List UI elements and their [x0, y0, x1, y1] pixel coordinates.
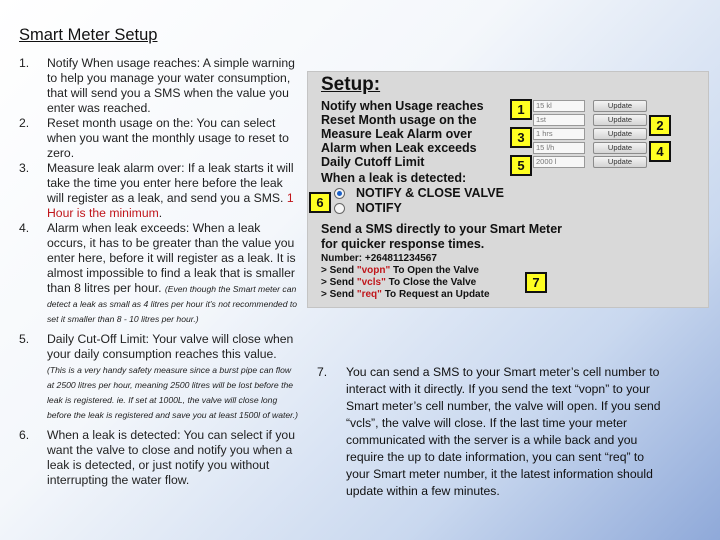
- item-text: Daily Cut-Off Limit: Your valve will close when your daily consumption reaches this value.: [47, 332, 294, 361]
- instruction-list: [19, 56, 299, 488]
- badge-3: 3: [510, 127, 532, 148]
- list-item: [19, 116, 299, 161]
- item-number: 5.: [19, 332, 30, 346]
- leak-rate-input[interactable]: 15 l/h: [533, 142, 585, 154]
- command-desc: To Close the Valve: [388, 277, 477, 288]
- list-item: [19, 161, 299, 221]
- item-number: 3.: [19, 161, 30, 175]
- command-desc: To Request an Update: [384, 289, 490, 300]
- item-text: Alarm when leak exceeds: When a leak occurs, it has to be greater than the value you enter here, before it will register as a leak. It is almost impossible to find a leak that is smaller than 8 litres per hour.: [47, 221, 296, 295]
- command-request: [321, 289, 490, 300]
- command-close: [321, 277, 476, 288]
- command-prefix: > Send: [321, 277, 355, 288]
- list-item: [19, 332, 299, 422]
- label-alarm-leak: Alarm when Leak exceeds: [321, 141, 477, 155]
- setup-screenshot: [307, 71, 709, 308]
- command-code: "vopn": [356, 265, 391, 276]
- leak-detected-heading: When a leak is detected:: [321, 171, 467, 185]
- highlight-end: .: [158, 206, 163, 220]
- update-usage-button[interactable]: Update: [593, 100, 647, 112]
- badge-6: 6: [309, 192, 331, 213]
- badge-7: 7: [525, 272, 547, 293]
- item-number: 6.: [19, 428, 30, 442]
- item-text: Measure leak alarm over: If a leak starts it will take the time you enter here before the leak will register as a leak, and send you a SMS.: [47, 161, 294, 205]
- item-note: (This is a very handy safety measure since a burst pipe can flow at 2500 litres per hour, meaning 2500 litres will be lost before the leak is registered. ie. If set at 1000L, the valve will close long before the leak is registered and save you at least 1500l of water.): [47, 365, 298, 420]
- list-item: [19, 221, 299, 326]
- label-daily-cutoff: Daily Cutoff Limit: [321, 155, 425, 169]
- command-prefix: > Send: [321, 265, 355, 276]
- command-open: [321, 265, 479, 276]
- item-text: Notify When usage reaches: A simple warning to help you manage your water consumption, that will send you a SMS when the value you enter was reached.: [47, 56, 295, 115]
- radio-notify[interactable]: [334, 203, 345, 214]
- update-reset-button[interactable]: Update: [593, 114, 647, 126]
- list-item: [19, 56, 299, 116]
- leak-hours-input[interactable]: 1 hrs: [533, 128, 585, 140]
- item-number: 4.: [19, 221, 30, 235]
- meter-number: Number: +264811234567: [321, 253, 437, 264]
- item-text: When a leak is detected: You can select if you want the valve to close and notify you when a leak is detected, or just notify you without interrupting the water flow.: [47, 428, 295, 487]
- item-note: (Even though the Smart meter can detect a leak as small as 4 litres per hour it's not recommended to set it smaller than 8 - 10 litres per hour.): [47, 284, 298, 324]
- command-code: "req": [356, 289, 382, 300]
- option-notify: NOTIFY: [356, 201, 402, 215]
- setup-heading: Setup:: [321, 74, 381, 95]
- sms-note: [317, 364, 667, 500]
- reset-day-select[interactable]: 1st: [533, 114, 585, 126]
- minimum-highlight: 1 Hour is the minimum: [47, 191, 294, 220]
- label-notify-usage: Notify when Usage reaches: [321, 99, 484, 113]
- label-reset-month: Reset Month usage on the: [321, 113, 477, 127]
- list-item: [19, 428, 299, 488]
- sms-line-2: for quicker response times.: [321, 237, 485, 251]
- update-leak-rate-button[interactable]: Update: [593, 142, 647, 154]
- radio-notify-close[interactable]: [334, 188, 345, 199]
- option-notify-close: NOTIFY & CLOSE VALVE: [356, 186, 504, 200]
- page-title: Smart Meter Setup: [19, 26, 158, 44]
- badge-4: 4: [649, 141, 671, 162]
- badge-2: 2: [649, 115, 671, 136]
- command-desc: To Open the Valve: [393, 265, 479, 276]
- item-number: 2.: [19, 116, 30, 130]
- label-measure-leak: Measure Leak Alarm over: [321, 127, 473, 141]
- item-number: 1.: [19, 56, 30, 70]
- note-text: You can send a SMS to your Smart meter’s cell number to interact with it directly. If you send the text “vopn” to your Smart meter’s cell number, the valve will open. If you send “vcls”, the valve will close. If the last time your meter communicated with the server is a while back and you require the up to date information, you can sent “req” to your Smart meter number, it the latest information should update within a few minutes.: [346, 365, 661, 498]
- update-leak-hours-button[interactable]: Update: [593, 128, 647, 140]
- badge-5: 5: [510, 155, 532, 176]
- usage-input[interactable]: 15 kl: [533, 100, 585, 112]
- update-cutoff-button[interactable]: Update: [593, 156, 647, 168]
- badge-1: 1: [510, 99, 532, 120]
- note-number: 7.: [317, 365, 328, 379]
- item-text: Reset month usage on the: You can select when you want the monthly usage to reset to zero.: [47, 116, 289, 160]
- command-prefix: > Send: [321, 289, 355, 300]
- command-code: "vcls": [356, 277, 386, 288]
- cutoff-input[interactable]: 2000 l: [533, 156, 585, 168]
- sms-line-1: Send a SMS directly to your Smart Meter: [321, 222, 563, 236]
